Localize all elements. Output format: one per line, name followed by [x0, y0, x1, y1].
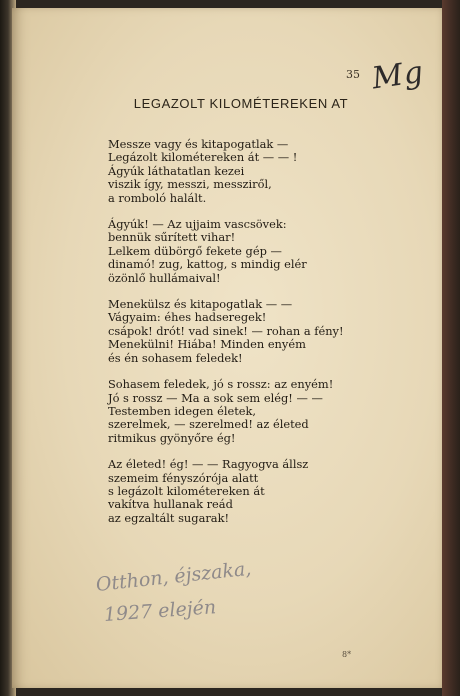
poem-line: Testemben idegen életek,: [108, 403, 257, 418]
poem-line: csápok! drót! vad sinek! — rohan a fény!: [108, 323, 344, 338]
poem-line: s legázolt kilométereken át: [108, 483, 265, 498]
poem-line: Ágyúk! — Az ujjaim vascsövek:: [108, 217, 287, 232]
poem-title: LEGAZOLT KILOMÉTEREKEN AT: [133, 96, 349, 111]
poem-line: Az életed! ég! — — Ragyogva állsz: [108, 457, 309, 472]
handwritten-note: [94, 557, 253, 630]
poem-line: Sohasem feledek, jó s rossz: az enyém!: [108, 377, 334, 392]
stanza-2: [108, 218, 358, 285]
stanza-3: [108, 298, 358, 365]
stanza-4: [108, 378, 358, 445]
poem-line: Menekülni! Hiába! Minden enyém: [108, 337, 306, 352]
stanza-1: [108, 138, 358, 205]
poem-line: özönlő hullámaival!: [108, 270, 221, 285]
stanza-5: [108, 458, 358, 525]
poem-line: Legázolt kilométereken át — — !: [108, 150, 298, 165]
poem-line: szerelmek, — szerelmed! az életed: [108, 417, 309, 432]
handwritten-initials: Mg: [369, 54, 427, 97]
handwritten-note-line-1: Otthon, éjszaka,: [94, 557, 253, 596]
poem-line: Ágyúk láthatatlan kezei: [108, 163, 245, 178]
poem-body: [108, 138, 358, 538]
page-number: 35: [346, 68, 360, 81]
poem-line: ritmikus gyönyőre ég!: [108, 430, 236, 445]
poem-line: a romboló halált.: [108, 190, 207, 205]
poem-line: Messze vagy és kitapogatlak —: [108, 137, 289, 151]
handwritten-note-line-2: 1927 elején: [103, 596, 217, 626]
poem-line: vakítva hullanak reád: [108, 497, 233, 512]
printer-signature-mark: 8*: [342, 650, 352, 659]
poem-line: Menekülsz és kitapogatlak — —: [108, 297, 293, 312]
poem-line: Lelkem dübörgő fekete gép —: [108, 243, 282, 258]
poem-line: bennük sűrített vihar!: [108, 230, 236, 245]
poem-line: viszik így, messzi, messziről,: [108, 177, 272, 192]
poem-line: dinamó! zug, kattog, s mindig elér: [108, 257, 307, 272]
poem-line: és én sohasem feledek!: [108, 350, 243, 365]
poem-line: az egzaltált sugarak!: [108, 510, 230, 525]
poem-line: szemeim fényszórója alatt: [108, 470, 259, 485]
poem-line: Vágyaim: éhes hadseregek!: [108, 310, 267, 325]
book-cover-edge: [442, 0, 460, 696]
poem-line: Jó s rossz — Ma a sok sem elég! — —: [108, 390, 323, 405]
